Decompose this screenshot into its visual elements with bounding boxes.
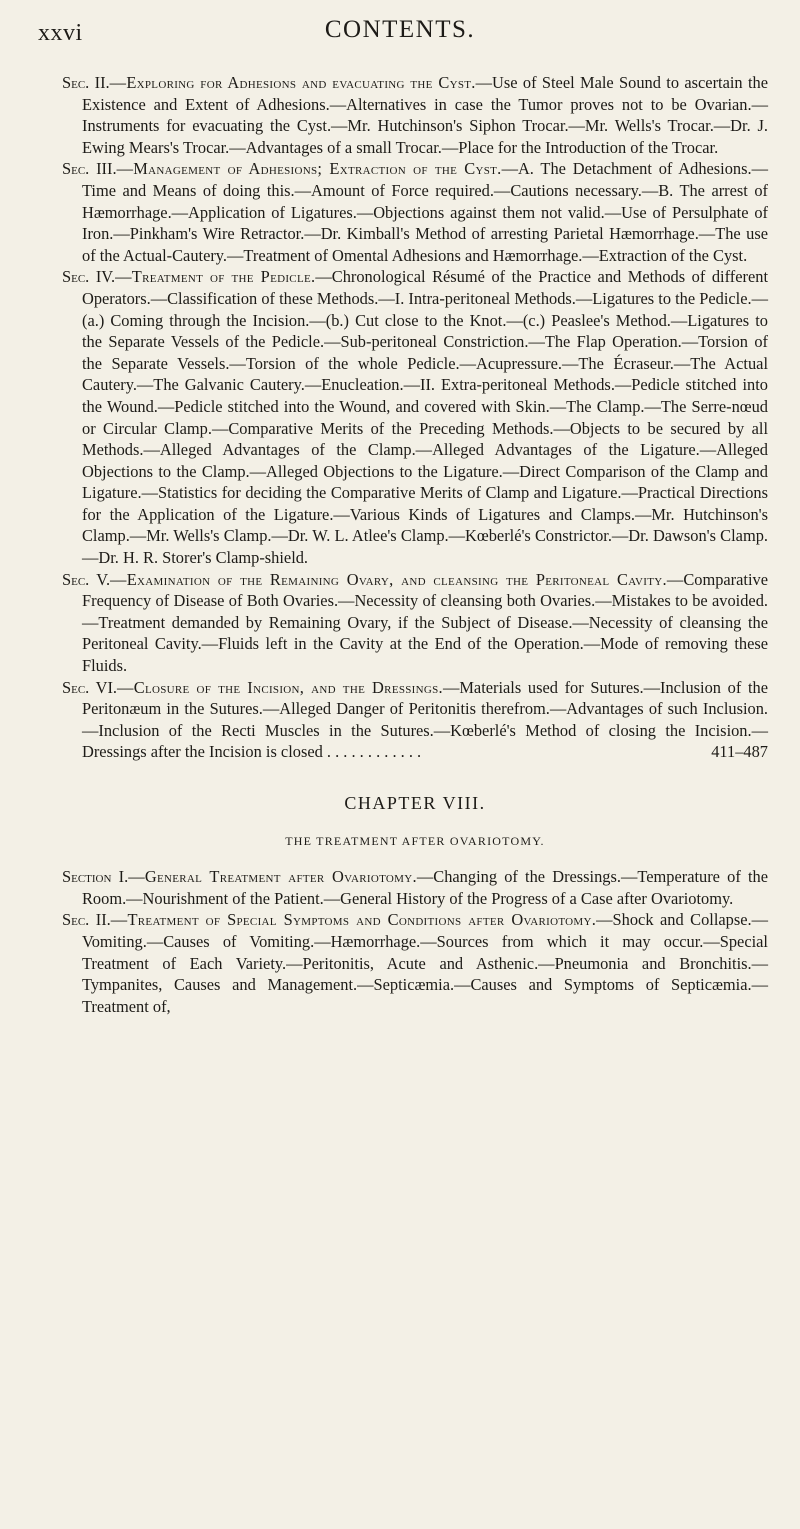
chapter-title: CHAPTER VIII. xyxy=(344,793,486,813)
section-text: —Shock and Collapse.—Vomiting.—Causes of Vomiting.—Hæmorrhage.—Sources from which it may occur.—Special Treatment of Each Variety.—Peritonitis, Acute and Asthenic.—Pneumonia and Bronchitis.—Tympanites, Causes and Management.—Septicæmia.—Causes and Symptoms of Septicæmia.—Treatment of, xyxy=(82,910,769,1016)
section-label: Sec. VI. xyxy=(62,677,118,697)
section-text: —Chronological Résumé of the Practice and Methods of different Operators.—Classification of these Methods.—I. Intra-peritoneal Methods.—Ligatures to the Pedicle.—(a.) Coming through the Incision.—(b.) Cut close to the Knot.—(c.) Peaslee's Method.—Ligatures to the Separate Vessels of the Pedicle.—Sub-peritoneal Constriction.—The Flap Operation.—Torsion of the Separate Vessels.—Torsion of the whole Pedicle.—Acupressure.—The Écraseur.—The Actual Cautery.—The Galvanic Cautery.—Enucleation.—II. Extra-peritoneal Methods.—Pedicle stitched into the Wound.—Pedicle stitched into the Wound, and covered with Skin.—The Clamp.—The Serre-nœud or Circular Clamp.—Comparative Merits of the Preceding Methods.—Objects to be secured by all Methods.—Alleged Advantages of the Clamp.—Alleged Advantages of the Ligature.—Alleged Objections to the Clamp.—Alleged Objections to the Ligature.—Direct Comparison of the Clamp and Ligature.—Statistics for deciding the Comparative Merits of Clamp and Ligature.—Practical Directions for the Application of the Ligature.—Various Kinds of Ligatures and Clamps.—Mr. Hutchinson's Clamp.—Mr. Wells's Clamp.—Dr. W. L. Atlee's Clamp.—Kœberlé's Constrictor.—Dr. Dawson's Clamp.—Dr. H. R. Storer's Clamp-shield. xyxy=(82,267,768,568)
chapter-section-ii xyxy=(62,909,768,1017)
section-text: —Use of Steel Male Sound to ascertain the Existence and Extent of Adhesions.—Alternatives in case the Tumor proves not to be Ovarian.—Instruments for evacuating the Cyst.—Mr. Hutchinson's Siphon Trocar.—Mr. Wells's Trocar.—Dr. J. Ewing Mears's Trocar.—Advantages of a small Trocar.—Place for the Introduction of the Trocar. xyxy=(82,73,768,157)
running-title: CONTENTS. xyxy=(324,16,476,43)
section-entry-iii xyxy=(62,158,768,266)
page-number: xxvi xyxy=(38,20,83,46)
section-entry-v xyxy=(62,569,768,677)
section-label: Section I. xyxy=(62,867,129,887)
section-label: Sec. II. xyxy=(62,73,110,92)
section-text: —Materials used for Sutures.—Inclusion of the Peritonæum in the Sutures.—Alleged Danger of Peritonitis therefrom.—Advantages of such Inclusion.—Inclusion of the Recti Muscles in the Sutures.—Kœberlé's Method of closing the Incision.—Dressings after the Incision is closed . . . . . . . . . . . . xyxy=(82,677,768,762)
chapter-subtitle: THE TREATMENT AFTER OVARIOTOMY. xyxy=(285,833,545,848)
section-heading: —Examination of the Remaining Ovary, and cleansing the Peritoneal Cavity. xyxy=(110,569,667,589)
section-entry-iv xyxy=(62,266,768,568)
page-range: 411–487 xyxy=(711,742,768,762)
section-label: Sec. II. xyxy=(62,910,111,930)
section-heading: —Closure of the Incision, and the Dressings. xyxy=(117,677,443,697)
section-heading: —General Treatment after Ovariotomy. xyxy=(128,867,417,887)
section-text: —Comparative Frequency of Disease of Both Ovaries.—Necessity of cleansing both Ovaries.—Mistakes to be avoided.—Treatment demanded by Remaining Ovary, if the Subject of Disease.—Necessity of cleansing the Peritoneal Cavity.—Fluids left in the Cavity at the End of the Operation.—Mode of removing these Fluids. xyxy=(82,569,768,676)
page-header xyxy=(0,16,800,48)
contents-body xyxy=(62,72,768,1017)
chapter-section-i xyxy=(62,866,768,909)
section-entry-ii xyxy=(62,72,768,158)
section-label: Sec. V. xyxy=(62,569,111,589)
section-text: —A. The Detachment of Adhesions.—Time and Means of doing this.—Amount of Force required.—Cautions necessary.—B. The arrest of Hæmorrhage.—Application of Ligatures.—Objections against them not valid.—Use of Persulphate of Iron.—Pinkham's Wire Retractor.—Dr. Kimball's Method of arresting Parietal Hæmorrhage.—The use of the Actual-Cautery.—Treatment of Omental Adhesions and Hæmorrhage.—Extraction of the Cyst. xyxy=(82,159,768,265)
section-label: Sec. III. xyxy=(62,159,117,179)
section-entry-vi xyxy=(62,677,768,763)
section-heading: —Management of Adhesions; Extraction of the Cyst. xyxy=(116,159,502,179)
section-heading: —Exploring for Adhesions and evacuating the Cyst. xyxy=(109,73,476,92)
section-text: —Changing of the Dressings.—Temperature of the Room.—Nourishment of the Patient.—General History of the Progress of a Case after Ovariotomy. xyxy=(82,867,768,908)
section-heading: —Treatment of the Pedicle. xyxy=(115,267,316,287)
section-heading: —Treatment of Special Symptoms and Conditions after Ovariotomy. xyxy=(110,910,597,930)
section-label: Sec. IV. xyxy=(62,267,116,287)
